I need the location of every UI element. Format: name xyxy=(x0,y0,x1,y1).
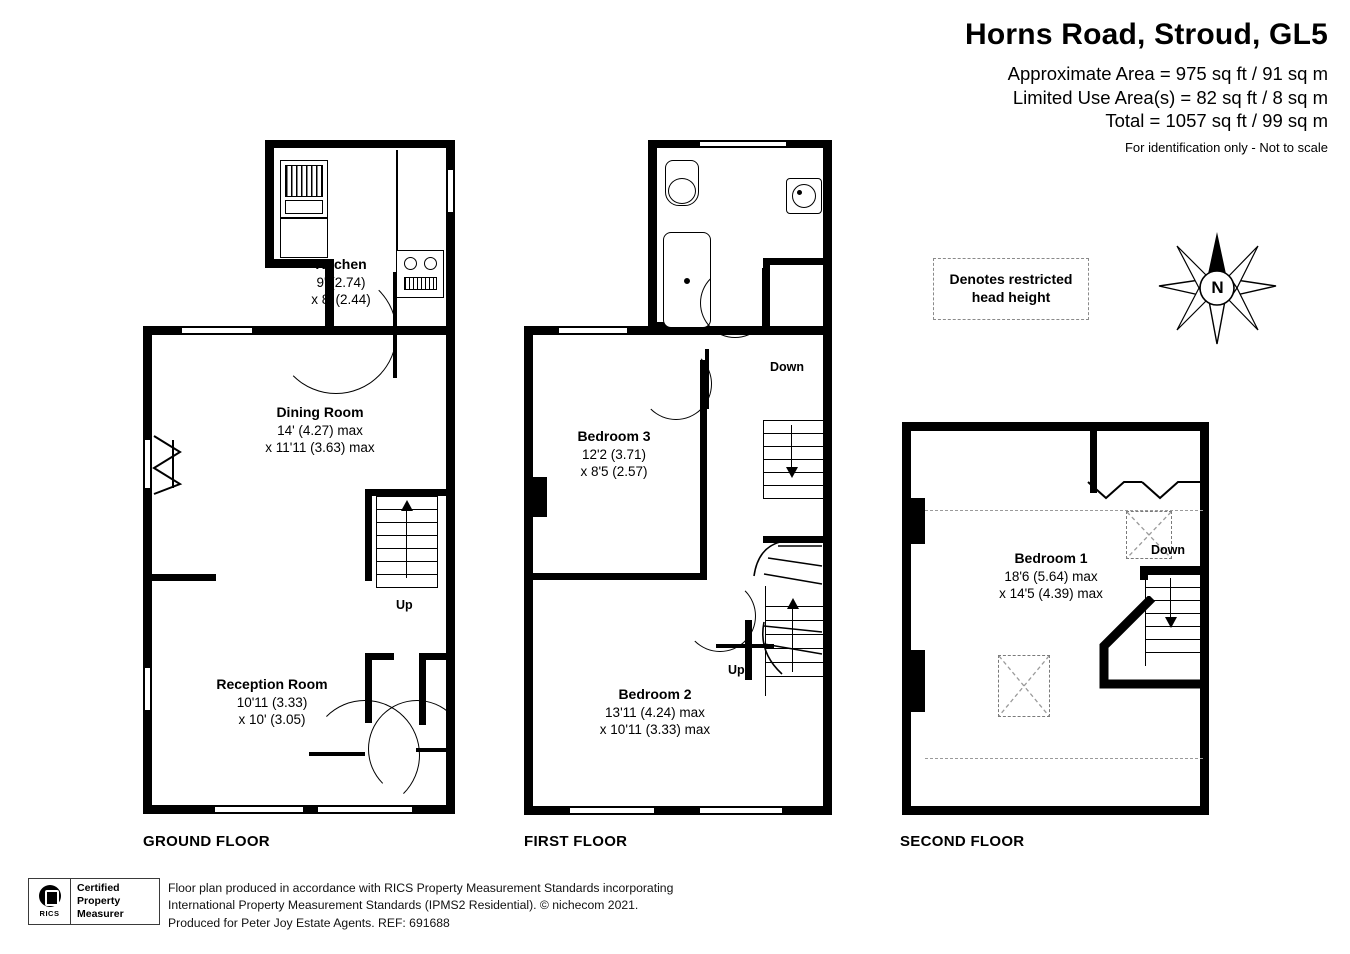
room-dim-2: x 10' (3.05) xyxy=(238,712,306,728)
toilet-bowl-icon xyxy=(668,178,696,204)
door-leaf xyxy=(416,748,450,752)
rics-mark-icon xyxy=(39,885,61,907)
wall xyxy=(524,326,533,815)
dormer-window-icon xyxy=(1084,478,1206,514)
page-title: Horns Road, Stroud, GL5 xyxy=(965,18,1328,51)
window xyxy=(143,668,152,710)
stairs-direction-arrow xyxy=(791,425,792,471)
door-swing-arc xyxy=(640,348,712,420)
room-name: Reception Room xyxy=(216,676,328,692)
divider xyxy=(396,150,398,250)
window xyxy=(700,806,782,815)
kitchen-hob xyxy=(285,165,323,197)
rics-logo xyxy=(29,879,71,924)
approximate-area-text: Approximate Area = 975 sq ft / 91 sq m xyxy=(1007,63,1328,84)
wall xyxy=(533,477,547,517)
wall xyxy=(265,140,455,148)
room-label-kitchen xyxy=(196,404,444,456)
restricted-head-height-cross-icon xyxy=(998,655,1050,717)
staircase-down xyxy=(763,420,823,498)
restricted-head-height-line xyxy=(925,758,1203,759)
arrow-head-icon xyxy=(786,598,800,610)
floor-title-ground: GROUND FLOOR xyxy=(143,833,270,850)
wall xyxy=(902,806,1209,815)
arrow-head-icon xyxy=(785,466,799,478)
rics-wordmark: RICS xyxy=(39,909,60,918)
legend-text xyxy=(933,270,1089,306)
compass-north-label: N xyxy=(1211,278,1224,297)
room-dim-1: 12'2 (3.71) xyxy=(581,446,647,462)
sink-tap-icon xyxy=(797,190,802,195)
stairs-label-up: Up xyxy=(728,663,745,677)
wall xyxy=(143,326,152,814)
room-name: Bedroom 2 xyxy=(618,686,692,702)
header-block xyxy=(965,18,1328,155)
room-label-kitchen-block xyxy=(258,256,424,308)
room-dim-1: 14' (4.27) max xyxy=(277,422,363,438)
room-name: Bedroom 3 xyxy=(577,428,651,444)
wall xyxy=(902,422,911,815)
room-name: Bedroom 1 xyxy=(1014,550,1088,566)
legend-line-2: head height xyxy=(971,289,1051,306)
door-leaf xyxy=(309,752,365,756)
footer-line-2: International Property Measurement Standards (IPMS2 Residential). © nichecom 2021. xyxy=(168,898,639,913)
sink-basin-icon xyxy=(792,184,816,208)
wall xyxy=(823,140,832,815)
rics-cert-line-1: Certified xyxy=(77,882,120,895)
footer-line-1: Floor plan produced in accordance with RICS Property Measurement Standards incorporating xyxy=(168,881,674,895)
room-dim-2: x 8'5 (2.57) xyxy=(580,464,648,480)
room-label-reception xyxy=(156,676,388,728)
floor-title-first: FIRST FLOOR xyxy=(524,833,628,850)
stairs-direction-arrow xyxy=(406,508,407,578)
wall xyxy=(365,489,447,496)
door-leaf xyxy=(762,268,766,330)
floor-title-second: SECOND FLOOR xyxy=(900,833,1025,850)
rics-badge xyxy=(28,878,160,925)
hob-ring-icon xyxy=(424,257,437,270)
stairs-label-down: Down xyxy=(1151,543,1186,557)
wall xyxy=(533,573,707,580)
room-label-bedroom-1 xyxy=(920,550,1182,602)
room-label-bedroom-3 xyxy=(525,428,703,480)
room-dim-1: 13'11 (4.24) max xyxy=(605,704,705,720)
room-name: Dining Room xyxy=(276,404,364,420)
stairs-direction-arrow xyxy=(792,606,793,672)
total-area-text: Total = 1057 sq ft / 99 sq m xyxy=(1105,110,1328,132)
kitchen-drawer xyxy=(285,200,323,214)
room-dim-1: 9' (2.74) xyxy=(316,274,366,290)
wall-pier xyxy=(911,650,925,712)
wall xyxy=(446,140,455,330)
bath-plug-icon xyxy=(684,278,690,284)
legend-line-1: Denotes restricted xyxy=(949,271,1073,287)
rics-cert-line-3: Measurer xyxy=(77,907,124,920)
wall xyxy=(365,489,372,581)
window xyxy=(559,326,627,335)
rics-certification-text xyxy=(71,882,124,920)
compass-rose xyxy=(1155,228,1280,348)
window xyxy=(570,806,654,815)
wall xyxy=(763,258,823,265)
kitchen-unit xyxy=(280,218,328,258)
window xyxy=(700,140,786,148)
rics-cert-line-2: Property xyxy=(77,895,121,908)
window xyxy=(446,170,455,212)
room-dim-2: x 11'11 (3.63) max xyxy=(265,440,375,456)
wall-pier xyxy=(911,498,925,544)
window xyxy=(215,805,303,814)
wall xyxy=(648,140,657,330)
limited-use-area-text: Limited Use Area(s) = 82 sq ft / 8 sq m xyxy=(1012,86,1328,108)
room-dim-2: x 14'5 (4.39) max xyxy=(999,586,1103,602)
footer-disclaimer xyxy=(168,880,673,932)
wall xyxy=(372,653,394,660)
room-dim-2: x 10'11 (3.33) max xyxy=(599,722,711,738)
arrow-head-icon xyxy=(400,500,414,512)
divider xyxy=(271,160,273,258)
room-dim-1: 18'6 (5.64) max xyxy=(1004,568,1098,584)
room-name: Kitchen xyxy=(315,256,367,272)
room-dim-1: 10'11 (3.33) xyxy=(236,694,308,710)
wall xyxy=(265,140,274,267)
stairs-label-down: Down xyxy=(770,360,805,374)
stairs-label-up: Up xyxy=(396,598,413,612)
door-swing-arc xyxy=(700,268,770,338)
door-leaf xyxy=(705,349,709,409)
identification-note: For identification only - Not to scale xyxy=(1124,140,1328,156)
wall xyxy=(902,422,1209,431)
window xyxy=(182,326,252,335)
room-label-bedroom-2 xyxy=(524,686,786,738)
footer-line-3: Produced for Peter Joy Estate Agents. REF: 691688 xyxy=(168,915,450,930)
wall xyxy=(152,574,216,581)
room-dim-2: x 8' (2.44) xyxy=(311,292,371,308)
stair-enclosure-wall xyxy=(1096,596,1208,692)
